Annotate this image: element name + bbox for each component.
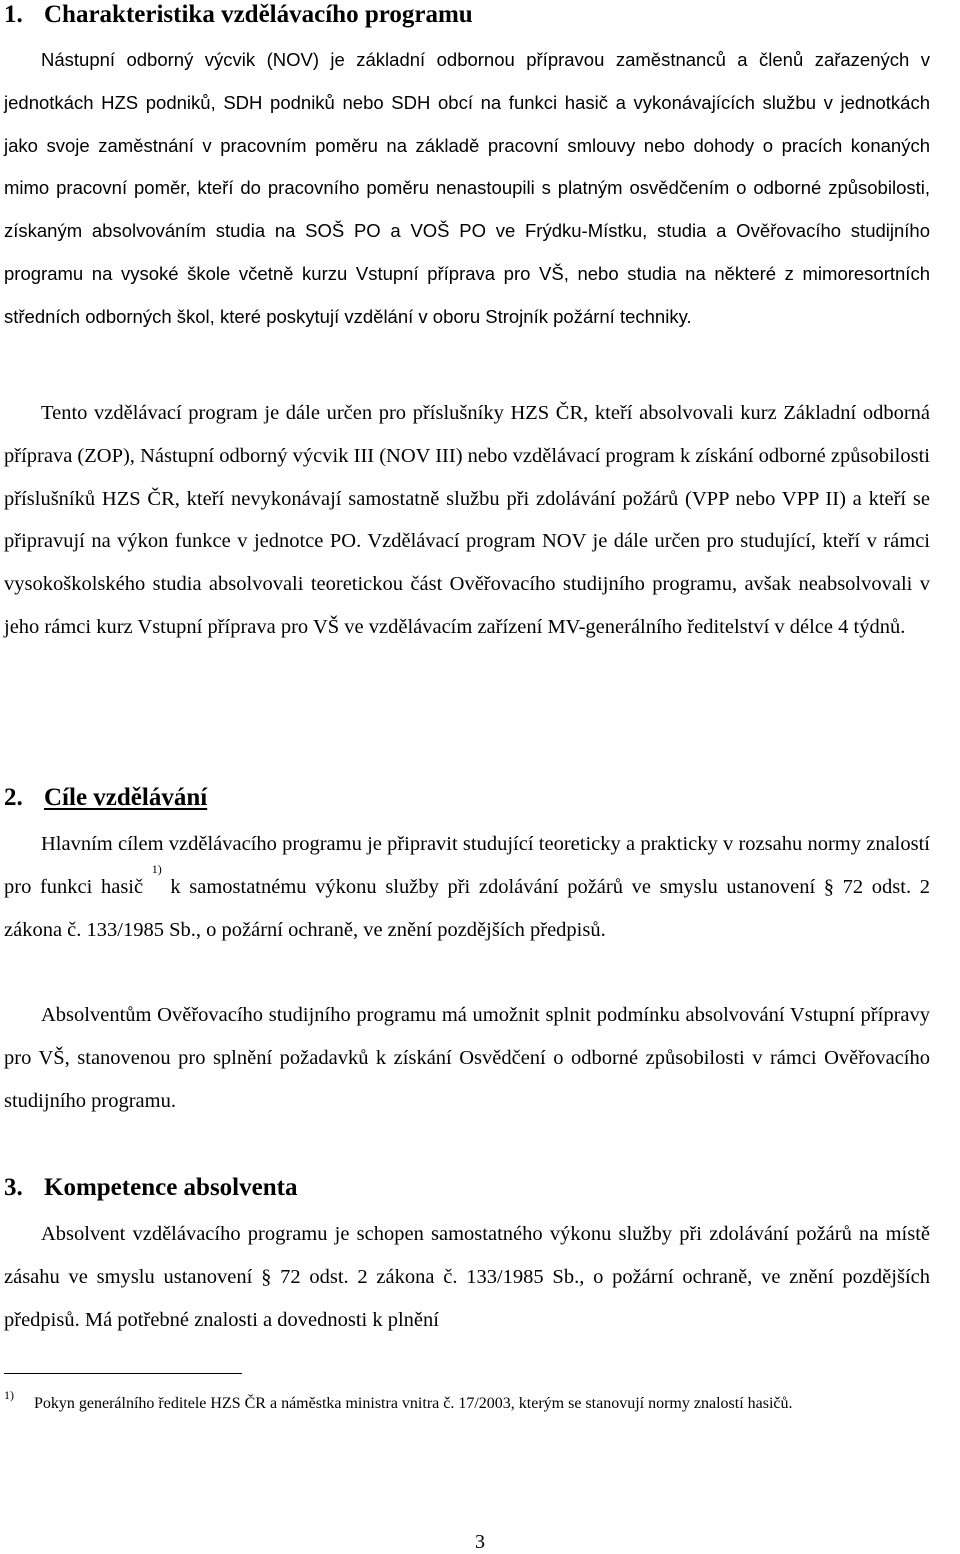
paragraph-text: k samostatnému výkonu služby při zdolávání požárů ve smyslu ustanovení § 72 odst. 2 zákona č. 133/1985 Sb., o požární ochraně, ve znění pozdějších předpisů. [4, 875, 930, 941]
section-number: 3. [4, 1174, 23, 1201]
footnote-separator [4, 1373, 242, 1374]
section-heading-3 [4, 1173, 297, 1203]
section-heading-2 [4, 783, 207, 813]
paragraph: Nástupní odborný výcvik (NOV) je základní odbornou přípravou zaměstnanců a členů zařazených v jednotkách HZS podniků, SDH podniků nebo SDH obcí na funkci hasič a vykonávajících službu v jednotkách jako svoje zaměstnání v pracovním poměru na základě pracovní smlouvy nebo dohody o pracích konaných mimo pracovní poměr, kteří do pracovního poměru nenastoupili s platným osvědčením o odborné způsobilosti, získaným absolvováním studia na SOŠ PO a VOŠ PO ve Frýdku-Místku, studia a Ověřovacího studijního programu na vysoké škole včetně kurzu Vstupní příprava pro VŠ, nebo studia na některé z mimoresortních středních odborných škol, které poskytují vzdělání v oboru Strojník požární techniky. [4, 49, 930, 327]
section-title: Charakteristika vzdělávacího programu [44, 1, 473, 28]
section-title: Kompetence absolventa [44, 1174, 298, 1201]
section-heading-1 [4, 0, 473, 30]
footnote-text: Pokyn generálního ředitele HZS ČR a náměstka ministra vnitra č. 17/2003, kterým se stanovují normy znalostí hasičů. [34, 1395, 793, 1412]
footnote-reference[interactable]: 1) [151, 861, 162, 876]
page-number: 3 [475, 1531, 485, 1553]
paragraph: Absolvent vzdělávacího programu je schopen samostatného výkonu služby při zdolávání požárů na místě zásahu ve smyslu ustanovení § 72 odst. 2 zákona č. 133/1985 Sb., o požární ochraně, ve znění pozdějších předpisů. Má potřebné znalosti a dovednosti k plnění [4, 1223, 930, 1331]
paragraph: Tento vzdělávací program je dále určen pro příslušníky HZS ČR, kteří absolvovali kurz Základní odborná příprava (ZOP), Nástupní odborný výcvik III (NOV III) nebo vzdělávací program k získání odborné způsobilosti příslušníků HZS ČR, kteří nevykonávají samostatně službu při zdolávání požárů (VPP nebo VPP II) a kteří se připravují na výkon funkce v jednotce PO. Vzdělávací program NOV je dále určen pro studující, kteří v rámci vysokoškolského studia absolvovali teoretickou část Ověřovacího studijního programu, avšak neabsolvovali v jeho rámci kurz Vstupní příprava pro VŠ ve vzdělávacím zařízení MV-generálního ředitelství v délce 4 týdnů. [4, 402, 930, 638]
paragraph [4, 823, 930, 951]
section-number: 1. [4, 1, 23, 28]
section-title: Cíle vzdělávání [44, 784, 208, 811]
paragraph-text: Hlavním cílem vzdělávacího programu je připravit studující teoreticky a prakticky v rozsahu normy znalostí pro funkci hasič [4, 833, 930, 898]
paragraph: Absolventům Ověřovacího studijního programu má umožnit splnit podmínku absolvování Vstupní přípravy pro VŠ, stanovenou pro splnění požadavků k získání Osvědčení o odborné způsobilosti v rámci Ověřovacího studijního programu. [4, 1004, 930, 1112]
footnote-mark: 1) [4, 1388, 14, 1402]
section-number: 2. [4, 784, 23, 811]
